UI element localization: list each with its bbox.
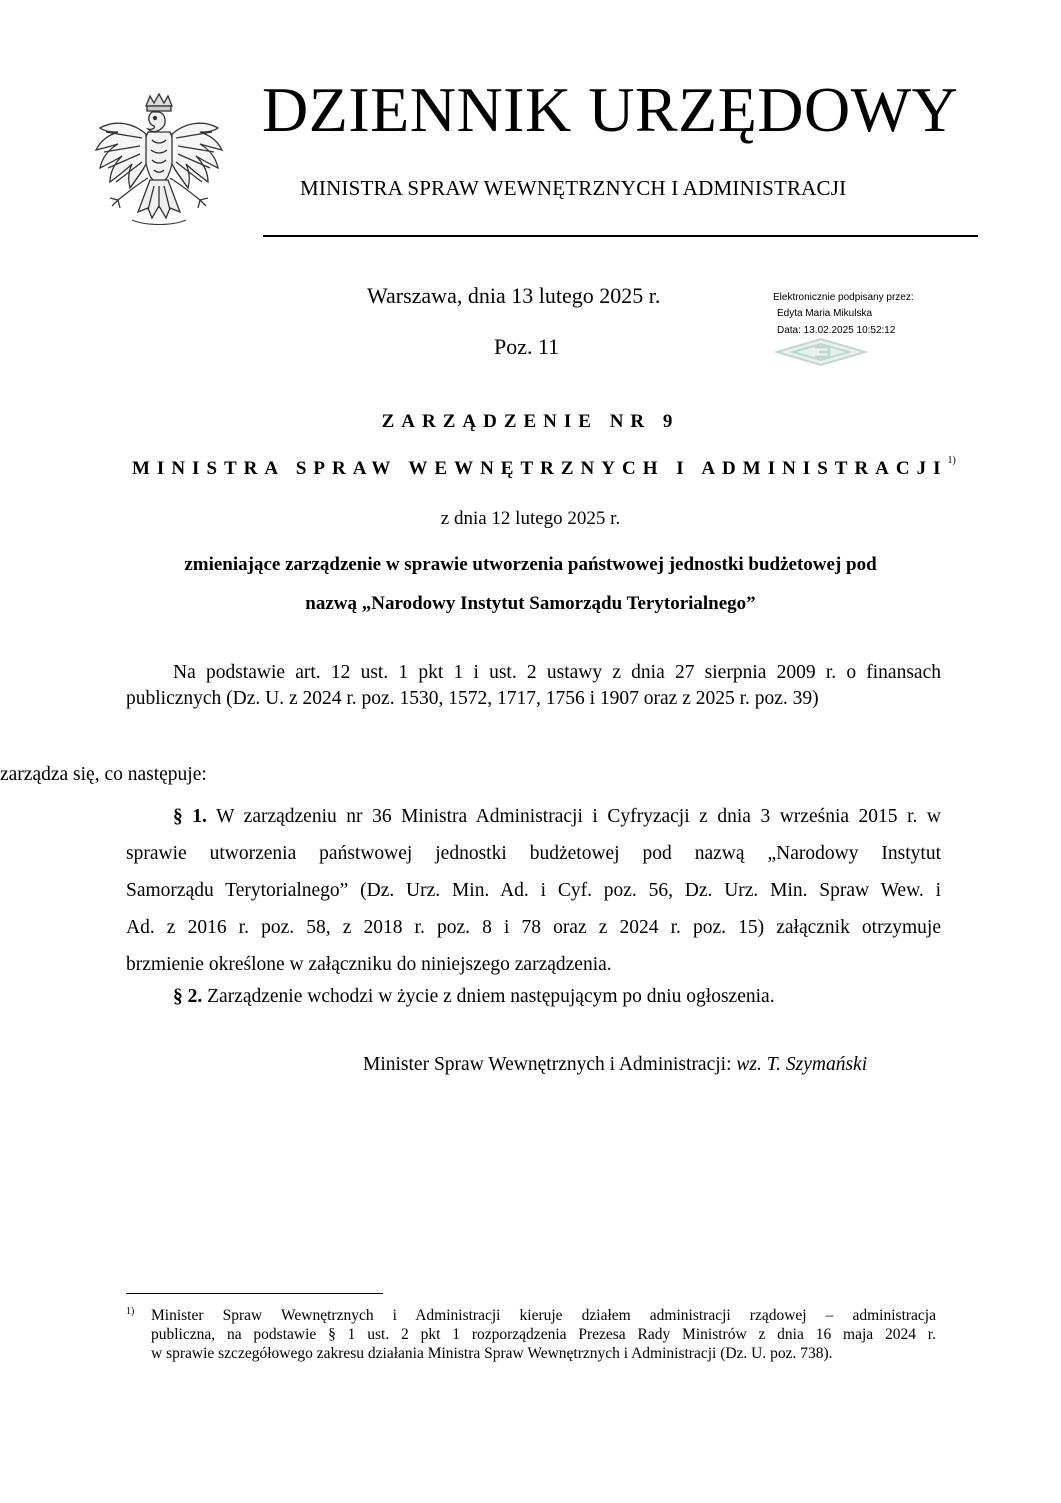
signer-name: Edyta Maria Mikulska [777,308,873,319]
subject-line-1: zmieniające zarządzenie w sprawie utworzenia państwowej jednostki budżetowej pod [184,554,877,575]
signature-logo-icon [773,337,869,367]
section-1-line: Samorządu Terytorialnego” (Dz. Urz. Min. Ad. i Cyf. poz. 56, Dz. Urz. Min. Spraw Wew. i [126,880,941,901]
footnote-text [151,1306,936,1363]
signatory-role: Minister Spraw Wewnętrznych i Administracji: [363,1054,737,1075]
section-2-line [126,984,941,1010]
masthead-subtitle: MINISTRA SPRAW WEWNĘTRZNYCH I ADMINISTRACJI [300,176,847,200]
ordering-clause: zarządza się, co następuje: [0,764,207,785]
issuer [132,454,956,480]
document-type: ZARZĄDZENIE NR 9 [381,411,680,432]
footnote-line: publiczna, na podstawie § 1 ust. 2 pkt 1 rozporządzenia Prezesa Rady Ministrów z dnia 16 maja 2024 r. [151,1326,936,1343]
footnote-line: w sprawie szczegółowego zakresu działania Ministra Spraw Wewnętrznych i Administracji (Dz. U. poz. 738). [151,1345,833,1362]
footnote-rule [126,1293,383,1294]
polish-eagle-emblem [92,92,226,232]
legal-basis-line: Na podstawie art. 12 ust. 1 pkt 1 i ust. 2 ustawy z dnia 27 sierpnia 2009 r. o finansach [173,662,941,683]
signatory-name: wz. T. Szymański [736,1054,868,1075]
footnote-reference: 1) [947,454,956,466]
signatory [363,1054,867,1076]
section-2-text: Zarządzenie wchodzi w życie z dniem następującym po dniu ogłoszenia. [202,986,775,1007]
section-1-line: sprawie utworzenia państwowej jednostki budżetowej pod nazwą „Narodowy Instytut [126,843,941,864]
footnote-mark: 1) [126,1306,135,1317]
section-2-label: § 2. [173,986,203,1007]
electronic-signature-stamp [773,289,963,369]
section-1 [126,798,941,983]
section-1-line [126,798,941,835]
legal-basis-line: publicznych (Dz. U. z 2024 r. poz. 1530, 1572, 1717, 1756 i 1907 oraz z 2025 r. poz. 39) [126,688,819,709]
section-1-line: brzmienie określone w załączniku do niniejszego zarządzenia. [126,954,612,975]
section-1-line: Ad. z 2016 r. poz. 58, z 2018 r. poz. 8 i 78 oraz z 2024 r. poz. 15) załącznik otrzymuje [126,917,941,938]
masthead-rule [263,235,978,237]
signature-date: Data: 13.02.2025 10:52:12 [777,325,896,336]
footnote [126,1306,936,1363]
section-1-label: § 1. [173,806,207,827]
masthead-title: DZIENNIK URZĘDOWY [262,74,959,145]
legal-basis-paragraph [126,660,941,712]
footnote-line: Minister Spraw Wewnętrznych i Administracji kieruje działem administracji rządowej – administracja [151,1307,936,1324]
signature-label: Elektronicznie podpisany przez: [773,292,914,303]
section-1-text: W zarządzeniu nr 36 Ministra Administracji i Cyfryzacji z dnia 3 września 2015 r. w [206,806,941,827]
position-number: Poz. 11 [494,334,560,359]
issuer-text: MINISTRA SPRAW WEWNĘTRZNYCH I ADMINISTRACJI [132,458,948,479]
section-2 [126,984,941,1010]
issue-date: z dnia 12 lutego 2025 r. [440,508,621,529]
subject-line-2: nazwą „Narodowy Instytut Samorządu Terytorialnego” [305,593,756,614]
place-date: Warszawa, dnia 13 lutego 2025 r. [367,283,661,308]
